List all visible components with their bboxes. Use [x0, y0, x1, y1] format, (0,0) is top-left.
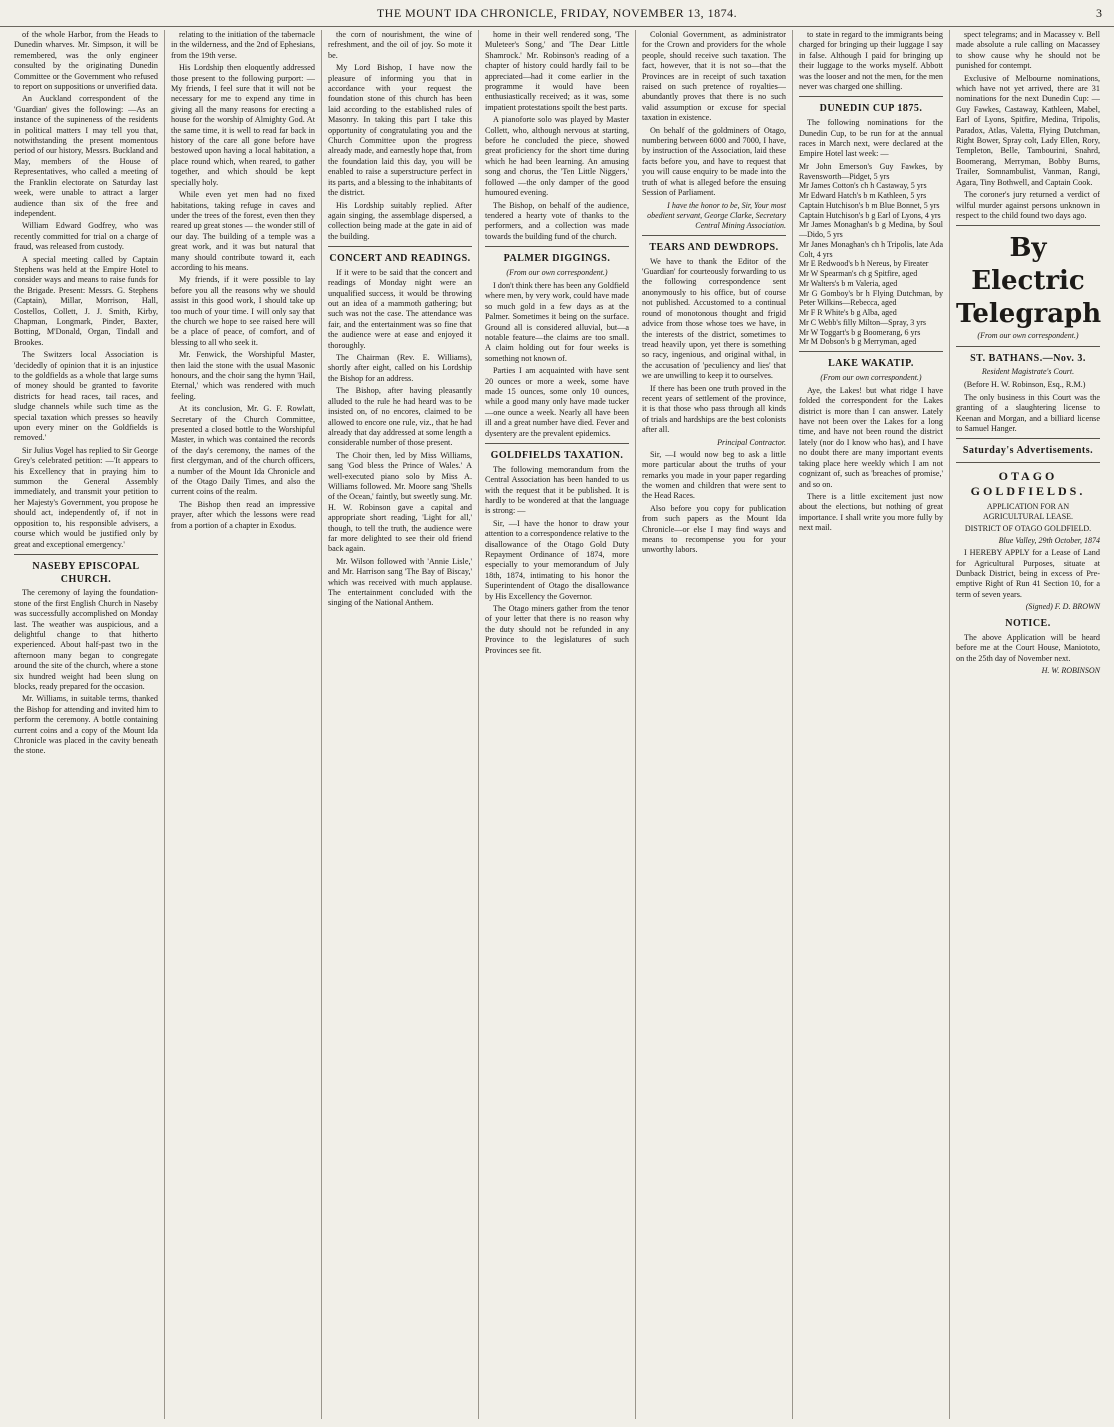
article-paragraph: There is a little excitement just now about the elections, but nothing of great importance. I shall write you more fully by next mail.: [799, 491, 943, 533]
column-7: [950, 30, 1106, 1419]
article-paragraph: Exclusive of Melbourne nominations, which have not yet arrived, there are 31 nominations for the next Dunedin Cup: —Guy Fawkes, Castaway, Kathleen, Mabel, Earl of Lyons, Spitfire, Medina, Tripolis, Paradox, Atlas, Valetta, Flying Dutchman, Right Bower, Spray colt, Lady Ellen, Rory, Templeton, Belle, Tambourini, Snahrd, Boomerang, Merryman, Bobby Burns, Trailer, Somnambulist, Vanman, Rangi, Agara, Tiny Bothwell, and Captain Cook.: [956, 73, 1100, 187]
article-paragraph: My friends, if it were possible to lay before you all the reasons why we should assist in this good work, I should take up too much of your time. I will only say that the church we hope to see raised here will be a place of peace, of comfort, and of blessing to all who seek it.: [171, 275, 315, 347]
article-paragraph: Mr. Fenwick, the Worshipful Master, then laid the stone with the usual Masonic honours, and the choir sang the hymn 'Hail, Eternal,' which was rendered with much feeling.: [171, 350, 315, 401]
article-paragraph: The Bishop, on behalf of the audience, tendered a hearty vote of thanks to the performers, and a collection was made towards the building fund of the church.: [485, 200, 629, 241]
article-paragraph: Sir Julius Vogel has replied to Sir George Grey's celebrated petition: —'It appears to his Excellency that in praying him to summon the General Assembly immediately, and transmit your petition to her Majesty's Government, you propose he should act, independently of, if not in opposition to, his responsible advisers, a course which would be justified only by great and exceptional emergency.': [14, 445, 158, 549]
article-paragraph: Mr. Williams, in suitable terms, thanked the Bishop for attending and invited him to perform the ceremony. A bottle containing current coins and a copy of the Mount Ida Chronicle was placed in the cavity beneath the stone.: [14, 694, 158, 756]
nominations-list: [799, 162, 943, 347]
article-paragraph: Sir, —I would now beg to ask a little more particular about the truths of your remarks you made in your paper regarding the women and children that were sent to the Head Races.: [642, 449, 786, 501]
section-heading: DUNEDIN CUP 1875.: [819, 103, 923, 115]
list-item: Mr W Toggart's b g Boomerang, 6 yrs: [799, 327, 921, 337]
list-item: Mr C Webb's filly Milton—Spray, 3 yrs: [799, 317, 927, 327]
newspaper-columns: [8, 30, 1106, 1419]
column-rule: [485, 443, 629, 444]
article-paragraph: The ceremony of laying the foundation-stone of the first English Church in Naseby was successfully accomplished on Monday last. The weather was auspicious, and a delightful change to that hitherto experienced. About half-past two in the afternoon many began to congregate around the site of the church, where a stone six hundred weight had been slung on blocks, ready prepared for the occasion.: [14, 588, 158, 691]
section-heading: LAKE WAKATIP.: [828, 358, 914, 369]
masthead: [0, 0, 1114, 27]
article-paragraph: The Chairman (Rev. E. Williams), shortly after eight, called on his Lordship the Bishop for an address.: [328, 353, 472, 383]
article-paragraph: His Lordship suitably replied. After again singing, the assemblage dispersed, a collection being made at the gate in aid of the building.: [328, 200, 472, 241]
article-paragraph: to state in regard to the immigrants being charged for bringing up their luggage I say in false. Although I paid for bringing up their luggage to the works myself. Abbott was the looser and not the men, for the men never was charged one shilling.: [799, 30, 943, 92]
list-item: Captain Hutchison's b g Earl of Lyons, 4 yrs: [799, 210, 941, 220]
article-paragraph: The following nominations for the Dunedin Cup, to be run for at the annual races in March next, were declared at the Empire Hotel last week: —: [799, 118, 943, 159]
section-heading: GOLDFIELDS TAXATION.: [490, 450, 624, 462]
section-heading: TEARS AND DEWDROPS.: [649, 241, 779, 253]
article-paragraph: The Bishop then read an impressive prayer, after which the lessons were read from a portion of a chapter in Exodus.: [171, 499, 315, 530]
article-paragraph: An Auckland correspondent of the 'Guardian' gives the following: —As an instance of the supineness of the residents in political matters I may tell you that, notwithstanding the present momentous period of our history, Messrs. Buckland and May, members of the House of Representatives, who called a meeting of the Franklin electorate on Saturday last week, were unable to attract a larger audience than six of the free and independent.: [14, 94, 158, 218]
column-2: [165, 30, 322, 1419]
page-number: 3: [1096, 6, 1102, 20]
article-paragraph: Sir, —I have the honor to draw your attention to a correspondence relative to the disallowance of the Otago Gold Duty Repayment Ordinance of 1874, more especially to your memorandum of July 18th, 1874, intimating to his honor the Superintendent of Otago the disallowance by His Excellency the Governor.: [485, 518, 629, 601]
section-subheading: (From our own correspondent.): [506, 267, 608, 277]
article-paragraph: William Edward Godfrey, who was recently committed for trial on a charge of fraud, was released from custody.: [14, 221, 158, 252]
list-item: Mr John Emerson's Guy Fawkes, by Ravensworth—Pidget, 5 yrs: [799, 161, 943, 181]
article-paragraph: We have to thank the Editor of the 'Guardian' for courteously forwarding to us the following correspondence sent anonymously to his office, but of course not published. Accustomed to a continual round of monotonous thought and frigid advice from those whose toes we have, in the interests of the district, sometimes to tread heavily upon, yet there is something so racy, ingenious, and original withal, in the accusation of 'peculiency and lies' that we are unwilling to keep it to ourselves.: [642, 256, 786, 381]
list-item: Mr Edward Hatch's b m Kathleen, 5 yrs: [799, 191, 927, 200]
newspaper-title: THE MOUNT IDA CHRONICLE, FRIDAY, NOVEMBER 13, 1874.: [376, 6, 738, 20]
article-paragraph: If it were to be said that the concert and readings of Monday night were an unqualified success, it would be throwing out an idea of a mammoth gathering; but such was not the case. The attendance was fair, and the entertainment was so fine that the audience were at ease and enjoyed it thoroughly.: [328, 267, 472, 350]
section-heading: ST. BATHANS.—Nov. 3.: [970, 352, 1086, 364]
article-paragraph: My Lord Bishop, I have now the pleasure of informing you that in accordance with your request the foundation stone of this church has been laid according to the established rules of Masonry. In taking this part I take this opportunity of congratulating you and the Church Committee upon the progress already made, and earnestly hope that, from the foundation laid this day, you will be enabled to raise a superstructure perfect in its parts, and a blessing to the inhabitants of the district.: [328, 63, 472, 198]
article-paragraph: The only business in this Court was the granting of a slaughtering license to Keenan and Morgan, and a billiard license to Samuel Hanger.: [956, 392, 1100, 433]
column-5: [636, 30, 793, 1419]
column-rule: [799, 96, 943, 97]
list-item: Mr James Monaghan's b g Medina, by Soul —Dido, 5 yrs: [799, 220, 943, 239]
advertisement-title: OTAGO GOLDFIELDS.: [970, 469, 1086, 499]
article-paragraph: Also before you copy for publication from such papers as the Mount Ida Chronicle—or else I may find ways and means to recompense you for your unworthy labors.: [642, 503, 786, 555]
article-paragraph: The above Application will be heard before me at the Court House, Maniototo, on the 25th day of November next.: [956, 633, 1100, 663]
column-rule: [956, 438, 1100, 439]
article-paragraph: The Bishop, after having pleasantly alluded to the rule he had heard was to be insisted on, of no encores, claimed to be allowed to encore one rule, viz., that he had already that day addressed at some length a considerable number of those present.: [328, 386, 472, 448]
article-paragraph: The Otago miners gather from the tenor of your letter that there is no reason why the duty should not be refunded in any Province to the legislatures of such Provinces see fit.: [485, 604, 629, 655]
article-paragraph: relating to the initiation of the tabernacle in the wilderness, and the 2nd of Ephesians, from the 19th verse.: [171, 30, 315, 60]
article-paragraph: A pianoforte solo was played by Master Collett, who, although nervous at starting, before he concluded the piece, showed great proficiency for the short time during which he had been learning. An amusing song and chorus, the 'Ten Little Niggers,' followed —the only damper of the good humoured evening.: [485, 115, 629, 198]
column-rule: [956, 225, 1100, 226]
article-paragraph: Colonial Government, as administrator for the Crown and providers for the whole people, should receive such taxation. The fact, however, that it is not so—that the Provinces are in receipt of such taxation raised on such pretence of royalties—abundantly proves that there is no such valid assumption or excuse for special taxation in existence.: [642, 30, 786, 123]
list-item: Mr E Redwood's b h Nereus, by Fireater: [799, 259, 929, 269]
list-item: Mr F R White's b g Alba, aged: [799, 308, 897, 317]
column-3: [322, 30, 479, 1419]
article-paragraph: His Lordship then eloquently addressed those present to the following purport: —My friends, I feel sure that it will not be necessary for me to expend any time in giving all the many reasons for erecting a house for the worship of Almighty God. At the same time, it is well to read far back in history of the care all gone before have bestowed upon having a local habitation, a place round which, when reared, to gather together, and which should be kept specially holy.: [171, 63, 315, 187]
list-item: Captain Hutchison's b m Blue Bonnet, 5 yrs: [799, 200, 940, 210]
article-paragraph: The following memorandum from the Central Association has been handed to us with the request that it be published. It is hardly to be wondered at that the language is strong: —: [485, 464, 629, 516]
article-signoff: (Signed) F. D. BROWN: [1025, 602, 1100, 612]
article-paragraph: Parties I am acquainted with have sent 20 ounces or more a week, some have made 15 ounces, some only 10 ounces, while a good many only have made tucker—one ounce a week. Nearly all have been ill and a great number have died. Fever and dysentery are the prevalent epidemics.: [485, 366, 629, 438]
column-rule: [642, 235, 786, 236]
section-heading: NOTICE.: [1005, 618, 1051, 630]
column-rule: [956, 462, 1100, 463]
article-paragraph: The Choir then, led by Miss Williams, sang 'God bless the Prince of Wales.' A well-executed piano solo by Miss A. Williams followed. Mr. Moore sang 'Shells of the Ocean,' faintly, but sweetly sung. Mr. H. W. Robinson gave a capital and appropriate short reading, 'Light for all,' though, to tell the truth, the audience were far more delighted to see their old friend back again.: [328, 450, 472, 554]
article-paragraph: I don't think there has been any Goldfield where men, by very work, could have made so much gold in a few days as at the Palmer. Sometimes it being on the surface. Ground all is considered alluvial, but—a notable feature—the claims are too small. A claim holding out for four weeks is something not known of.: [485, 280, 629, 363]
article-paragraph: home in their well rendered song, 'The Muleteer's Song,' and 'The Dear Little Shamrock.' Mr. Robinson's reading of a chapter of history could hardly fail to be appreciated—had it come earlier in the programme it would have been enthusiastically received; as it was, some impatient protestations spoilt the best parts.: [485, 30, 629, 112]
article-signoff: Principal Contractor.: [717, 437, 786, 447]
article-paragraph: On behalf of the goldminers of Otago, numbering between 6000 and 7000, I have, by instruction of the Association, laid these facts before you, and have to request that you will cause enquiry to be made into the truth of what is alleged before the ensuing Session of Parliament.: [642, 125, 786, 198]
column-rule: [956, 346, 1100, 347]
advertisement-dateline: Blue Valley, 29th October, 1874: [998, 536, 1100, 546]
list-item: Mr W Spearman's ch g Spitfire, aged: [799, 269, 918, 278]
article-paragraph: of the whole Harbor, from the Heads to Dunedin wharves. Mr. Simpson, it will be remembered, was the only engineer consulted by the originating Dunedin Committee or the Government who refused to report on suppositions or unverified data.: [14, 30, 158, 92]
advertisement-subtitle: DISTRICT OF OTAGO GOLDFIELD.: [964, 523, 1092, 533]
article-paragraph: At its conclusion, Mr. G. F. Rowlatt, Secretary of the Church Committee, presented a closed bottle to the Worshipful Master, in which was contained the records of the day's ceremony, the names of the first clergyman, and of the church officers, a number of the Mount Ida Chronicle and of the Otago Daily Times, and also the current coins of the realm.: [171, 404, 315, 497]
article-paragraph: the corn of nourishment, the wine of refreshment, and the oil of joy. So mote it be.: [328, 30, 472, 60]
list-item: Mr M Dobson's b g Merryman, aged: [799, 337, 917, 347]
section-heading: CONCERT AND READINGS.: [329, 253, 471, 265]
section-heading: PALMER DIGGINGS.: [503, 253, 611, 265]
section-subheading: (From our own correspondent.): [820, 372, 922, 382]
column-rule: [485, 246, 629, 247]
article-paragraph: Aye, the Lakes! but what ridge I have folded the correspondent for the Lakes district is more than I can answer. Lately have not been over the Lakes for a long time, and have not been round the district lately (nor do I know who has), and I have no doubt there are many important events taking place here weekly which I am not cognizant of, such as 'breaches of promise,' and so on.: [799, 385, 943, 489]
section-subheading: (From our own correspondent.): [977, 331, 1079, 341]
column-rule: [14, 554, 158, 555]
section-heading: Saturday's Advertisements.: [962, 445, 1094, 457]
list-item: Mr Walters's b m Valeria, aged: [799, 278, 898, 288]
advertisement-subtitle: APPLICATION FOR AN AGRICULTURAL LEASE.: [982, 501, 1074, 521]
list-item: Mr Janes Monaghan's ch h Tripolis, late Ada Colt, 4 yrs: [799, 239, 943, 259]
article-paragraph: I HEREBY APPLY for a Lease of Land for Agricultural Purposes, situate at Dunback District, being in excess of Pre-emptive Right of Run 41 Section 10, for a term of seven years.: [956, 548, 1100, 599]
article-paragraph: Mr. Wilson followed with 'Annie Lisle,' and Mr. Harrison sang 'The Bay of Biscay,' which was received with much applause. The entertainment concluded with the singing of the National Anthem.: [328, 556, 472, 608]
column-1: [8, 30, 165, 1419]
article-paragraph: While even yet men had no fixed habitations, taking refuge in caves and under the trees of the forest, even then they reared up great stones — the wonder still of our day. The building of a temple was a great work, and it was but natural that many should contribute toward it, each according to his means.: [171, 190, 315, 272]
telegraph-headline: By Electric Telegraph: [956, 233, 1102, 330]
section-subheading: Resident Magistrate's Court.: [981, 367, 1075, 377]
article-paragraph: (Before H. W. Robinson, Esq., R.M.): [964, 380, 1086, 390]
column-rule: [328, 246, 472, 247]
article-paragraph: If there has been one truth proved in the recent years of settlement of the province, it is that those who pass through all kinds of trials and hardships are the best colonists after all.: [642, 383, 786, 435]
article-paragraph: The coroner's jury returned a verdict of wilful murder against persons unknown in respect to the child found two days ago.: [956, 190, 1100, 220]
column-4: [479, 30, 636, 1419]
section-heading: NASEBY EPISCOPAL CHURCH.: [32, 560, 140, 585]
column-6: [793, 30, 950, 1419]
article-paragraph: The Switzers local Association is 'decidedly of opinion that it is an injustice to the goldfields as a whole that large sums of money should be granted to favorite districts for head races, tail races, and sludge channels while such time as the special taxation which presses so heavily upon every miner on the Goldfields is removed.': [14, 350, 158, 443]
column-rule: [799, 351, 943, 352]
article-signoff: I have the honor to be, Sir, Your most obedient servant, George Clarke, Secretary Central Mining Association.: [647, 200, 786, 230]
article-signoff: H. W. ROBINSON: [1041, 666, 1100, 676]
list-item: Mr G Gomboy's br h Flying Dutchman, by Peter Wilkins—Rebecca, aged: [799, 288, 943, 308]
article-paragraph: A special meeting called by Captain Stephens was held at the Empire Hotel to consider ways and means to raise funds for the Brigade. Present: Messrs. G. Stephens (Captain), Millar, Morrison, Hall, Costellos, Collett, J. J. Smith, Kirby, Chapman, Longmark, Pinder, Baxter, Botting, M'Donald, Organ, Tindall and Brookes.: [14, 254, 158, 347]
list-item: Mr James Cotton's ch h Castaway, 5 yrs: [799, 181, 927, 191]
article-paragraph: spect telegrams; and in Macassey v. Bell made absolute a rule calling on Macassey to show cause why he should not be punished for contempt.: [956, 30, 1100, 71]
